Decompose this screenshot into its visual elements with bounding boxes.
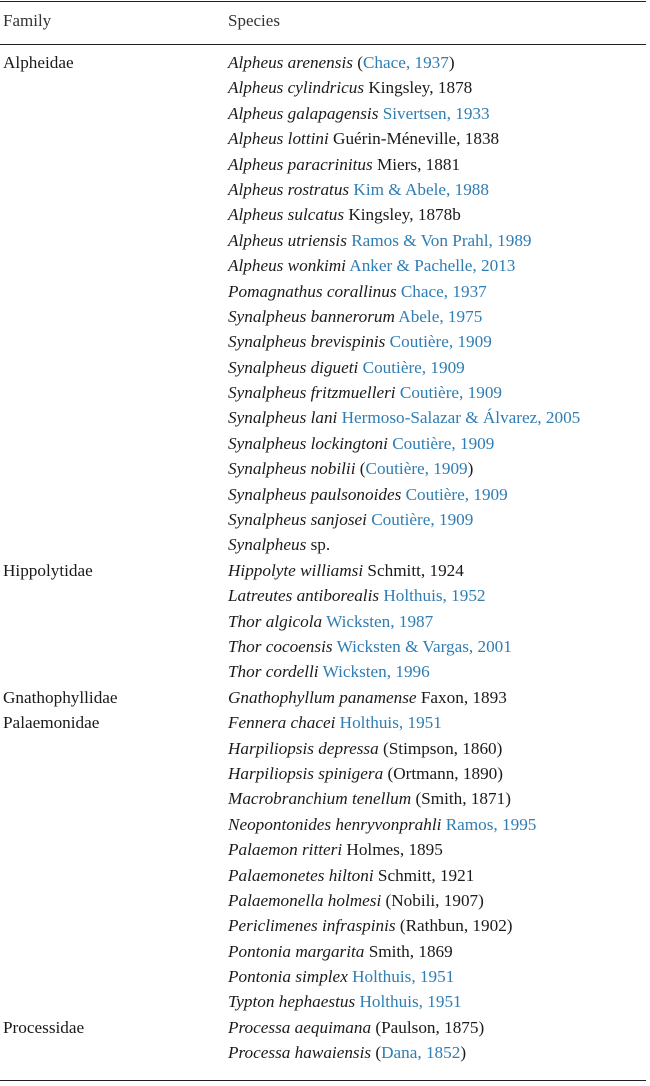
species-name: Alpheus arenensis: [228, 53, 353, 72]
species-name: Pomagnathus corallinus: [228, 281, 397, 301]
species-cell: [228, 1015, 484, 1040]
species-name: Latreutes antiborealis: [228, 586, 380, 606]
species-name: Pontonia simplex: [228, 967, 348, 987]
species-cell: [228, 101, 490, 126]
species-name: Thor cocoensis: [228, 636, 333, 656]
species-name: Gnathophyllum panamense: [228, 687, 417, 707]
author-citation-link[interactable]: Holthuis, 1951: [339, 713, 442, 733]
table-row: [0, 380, 650, 405]
species-cell: [228, 329, 492, 354]
species-cell: [228, 126, 499, 151]
table-row: [0, 583, 650, 608]
species-name: Synalpheus brevispinis: [228, 332, 386, 352]
author-prefix: (: [371, 1043, 382, 1063]
species-cell: [228, 837, 443, 862]
species-name: Thor cordelli: [228, 662, 319, 682]
table-row: [0, 710, 650, 735]
species-name: Palaemonetes hiltoni: [228, 865, 374, 885]
species-cell: [228, 659, 430, 684]
family-cell: Alpheidae: [3, 53, 74, 72]
species-name: Processa hawaiensis: [228, 1043, 372, 1063]
species-name: Alpheus galapagensis: [228, 103, 379, 123]
species-name: Alpheus cylindricus: [228, 78, 365, 98]
species-cell: [228, 355, 465, 380]
table-row: [0, 75, 650, 100]
species-cell: [228, 507, 473, 532]
species-cell: [228, 228, 532, 253]
species-cell: [228, 863, 474, 888]
species-name: Synalpheus lockingtoni: [228, 433, 388, 453]
table-row: [0, 558, 650, 583]
author-citation-link[interactable]: Abele, 1975: [398, 306, 483, 326]
species-cell: [228, 634, 512, 659]
species-cell: [228, 913, 513, 938]
table-row: [0, 253, 650, 278]
species-cell: [228, 456, 473, 481]
species-name: Palaemonella holmesi: [228, 890, 382, 910]
table-row: [0, 761, 650, 786]
species-cell: [228, 812, 536, 837]
species-name: Alpheus rostratus: [228, 179, 350, 199]
author-citation-link[interactable]: Coutière, 1909: [392, 433, 495, 453]
author-citation-link[interactable]: Wicksten, 1996: [322, 662, 430, 682]
author-citation: Kingsley, 1878: [368, 78, 473, 98]
table-row: [0, 279, 650, 304]
author-citation-link[interactable]: Coutière, 1909: [371, 510, 474, 530]
author-prefix: (: [352, 53, 363, 72]
species-name: Synalpheus lani: [228, 408, 338, 428]
table-top-rule: [0, 1, 646, 2]
species-name: Alpheus wonkimi: [228, 256, 346, 276]
table-row: [0, 126, 650, 151]
species-cell: [228, 786, 511, 811]
author-citation-link[interactable]: Ramos, 1995: [445, 814, 537, 834]
author-citation: Schmitt, 1921: [377, 865, 475, 885]
table-row: [0, 482, 650, 507]
species-name: Synalpheus nobilii: [228, 459, 356, 479]
species-name: Synalpheus digueti: [228, 357, 359, 377]
author-citation-link[interactable]: Holthuis, 1951: [352, 967, 455, 987]
species-name: Macrobranchium tenellum: [228, 789, 412, 809]
author-citation: Smith, 1869: [368, 941, 453, 961]
species-cell: [228, 583, 486, 608]
species-name: Hippolyte williamsi: [228, 560, 364, 580]
table-row: [0, 939, 650, 964]
author-citation-link[interactable]: Ramos & Von Prahl, 1989: [351, 230, 532, 250]
species-cell: [228, 609, 433, 634]
table-row: [0, 304, 650, 329]
author-citation: (Paulson, 1875): [375, 1017, 485, 1037]
table-row: [0, 634, 650, 659]
author-citation-link[interactable]: Holthuis, 1951: [359, 992, 462, 1012]
table-row: [0, 329, 650, 354]
species-name: Harpiliopsis spinigera: [228, 763, 384, 783]
species-cell: [228, 1040, 466, 1065]
species-cell: [228, 685, 507, 710]
table-row: [0, 1015, 650, 1040]
table-row: [0, 964, 650, 989]
species-cell: [228, 152, 460, 177]
species-cell: [228, 482, 508, 507]
species-cell: [228, 202, 461, 227]
species-cell: [228, 761, 503, 786]
species-name: Palaemon ritteri: [228, 840, 343, 860]
species-cell: [228, 710, 442, 735]
family-cell: Palaemonidae: [3, 713, 100, 733]
author-citation: Faxon, 1893: [420, 687, 507, 707]
author-citation-link[interactable]: Dana, 1852: [381, 1043, 461, 1063]
author-suffix: ): [448, 53, 455, 72]
species-name: Synalpheus bannerorum: [228, 306, 395, 326]
author-citation-link[interactable]: Coutière, 1909: [399, 383, 503, 403]
table-row: [0, 456, 650, 481]
species-name: Alpheus lottini: [228, 129, 329, 149]
species-name: Fennera chacei: [228, 713, 336, 733]
species-cell: [228, 532, 330, 557]
author-citation-link[interactable]: Chace, 1937: [400, 281, 487, 301]
author-citation-link[interactable]: Anker & Pachelle, 2013: [349, 256, 516, 276]
species-name: Processa aequimana: [228, 1017, 372, 1037]
table-row: [0, 812, 650, 837]
species-cell: [228, 279, 487, 304]
author-citation: Holmes, 1895: [346, 840, 443, 860]
table-row: [0, 532, 650, 557]
table-header-rule: [0, 44, 646, 45]
table-body: [0, 50, 650, 1066]
species-name: Synalpheus: [228, 535, 307, 555]
family-cell: Hippolytidae: [3, 560, 93, 580]
species-name: Pontonia margarita: [228, 941, 365, 961]
table-row: [0, 50, 650, 75]
species-name: Alpheus sulcatus: [228, 205, 345, 225]
author-citation: (Nobili, 1907): [385, 890, 484, 910]
table-row: [0, 837, 650, 862]
family-cell: Processidae: [3, 1017, 85, 1037]
table-row: [0, 659, 650, 684]
author-citation: Kingsley, 1878b: [348, 205, 461, 225]
family-cell: Gnathophyllidae: [3, 687, 118, 707]
table-row: [0, 913, 650, 938]
species-cell: [228, 75, 472, 100]
author-citation: (Rathbun, 1902): [399, 916, 513, 936]
column-header-family: Family: [3, 11, 52, 30]
species-cell: [228, 736, 502, 761]
author-citation-link[interactable]: Coutière, 1909: [389, 332, 492, 352]
species-name: Synalpheus paulsonoides: [228, 484, 402, 504]
author-suffix: ): [460, 1043, 467, 1063]
author-citation-link[interactable]: Coutière, 1909: [362, 357, 465, 377]
species-cell: [228, 989, 462, 1014]
table-row: [0, 609, 650, 634]
species-cell: [228, 558, 464, 583]
author-citation-link[interactable]: Sivertsen, 1933: [382, 103, 490, 123]
table-row: [0, 152, 650, 177]
species-name: Alpheus utriensis: [228, 230, 347, 250]
author-citation-link[interactable]: Chace, 1937: [362, 53, 449, 72]
author-citation-link[interactable]: Kim & Abele, 1988: [353, 179, 489, 199]
table-row: [0, 507, 650, 532]
table-row: [0, 431, 650, 456]
species-cell: [228, 405, 580, 430]
table-row: [0, 989, 650, 1014]
table-row: [0, 736, 650, 761]
table-row: [0, 355, 650, 380]
author-citation: sp.: [310, 535, 331, 555]
table-row: [0, 786, 650, 811]
author-prefix: (: [355, 459, 366, 479]
table-row: [0, 228, 650, 253]
author-citation-link[interactable]: Hermoso-Salazar & Álvarez, 2005: [341, 408, 581, 428]
author-suffix: ): [467, 459, 474, 479]
column-header-species: Species: [228, 11, 280, 30]
species-cell: [228, 304, 482, 329]
table-row: [0, 405, 650, 430]
table-row: [0, 1040, 650, 1065]
author-citation: (Smith, 1871): [415, 789, 511, 809]
species-name: Thor algicola: [228, 611, 323, 631]
species-cell: [228, 253, 515, 278]
author-citation: (Stimpson, 1860): [383, 738, 503, 758]
author-citation: Guérin-Méneville, 1838: [333, 129, 500, 149]
species-name: Synalpheus fritzmuelleri: [228, 383, 396, 403]
author-citation: Schmitt, 1924: [367, 560, 464, 580]
species-cell: [228, 939, 453, 964]
table-row: [0, 177, 650, 202]
species-cell: [228, 380, 502, 405]
species-name: Harpiliopsis depressa: [228, 738, 379, 758]
table-row: [0, 685, 650, 710]
author-citation-link[interactable]: Coutière, 1909: [405, 484, 508, 504]
species-cell: [228, 177, 489, 202]
table-row: [0, 888, 650, 913]
author-citation-link[interactable]: Wicksten, 1987: [326, 611, 434, 631]
author-citation-link[interactable]: Coutière, 1909: [365, 459, 468, 479]
author-citation-link[interactable]: Wicksten & Vargas, 2001: [336, 636, 512, 656]
author-citation: (Ortmann, 1890): [387, 763, 503, 783]
species-cell: [228, 50, 455, 75]
author-citation: Miers, 1881: [376, 154, 461, 174]
species-cell: [228, 431, 494, 456]
species-cell: [228, 888, 484, 913]
table-row: [0, 202, 650, 227]
author-citation-link[interactable]: Holthuis, 1952: [383, 586, 486, 606]
species-name: Typton hephaestus: [228, 992, 356, 1012]
species-name: Alpheus paracrinitus: [228, 154, 373, 174]
table-row: [0, 101, 650, 126]
species-name: Synalpheus sanjosei: [228, 510, 367, 530]
table-bottom-rule: [0, 1080, 646, 1081]
species-cell: [228, 964, 454, 989]
species-name: Periclimenes infraspinis: [228, 916, 396, 936]
table-row: [0, 863, 650, 888]
species-name: Neopontonides henryvonprahli: [228, 814, 442, 834]
